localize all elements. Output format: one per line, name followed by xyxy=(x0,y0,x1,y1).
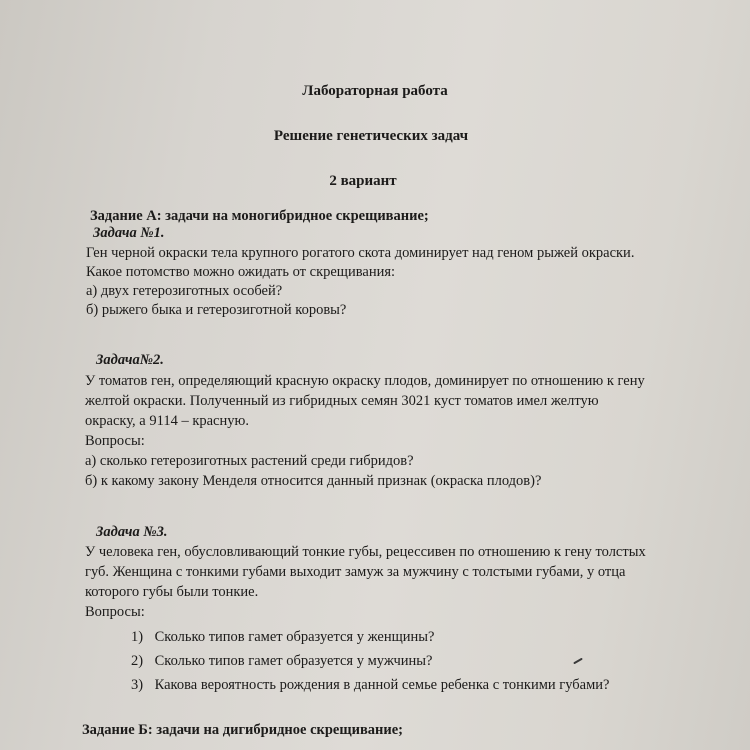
task-2-line: желтой окраски. Полученный из гибридных семян 3021 куст томатов имел желтую xyxy=(85,393,599,409)
question-text: Сколько типов гамет образуется у женщины? xyxy=(154,629,435,645)
task-2-line: окраску, а 9114 – красную. xyxy=(85,413,249,429)
task-1-line: Ген черной окраски тела крупного рогатого скота доминирует над геном рыжей окраски. xyxy=(86,245,635,261)
task-3-line: которого губы были тонкие. xyxy=(85,584,259,600)
document-title: Лабораторная работа xyxy=(302,83,448,99)
document-subtitle: Решение генетических задач xyxy=(273,128,469,144)
section-b-heading: Задание Б: задачи на дигибридное скрещивание; xyxy=(82,722,404,738)
question-text: Какова вероятность рождения в данной семье ребенка с тонкими губами? xyxy=(154,677,610,693)
task-2-title: Задача№2. xyxy=(96,352,164,368)
task-1-line: Какое потомство можно ожидать от скрещивания: xyxy=(86,264,396,280)
task-3-line: губ. Женщина с тонкими губами выходит замуж за мужчину с толстыми губами, у отца xyxy=(85,564,626,580)
question-number: 3) xyxy=(131,677,144,693)
task-1-title: Задача №1. xyxy=(93,225,165,241)
task-3-question xyxy=(131,677,609,694)
question-number: 2) xyxy=(131,653,144,669)
task-2-line: б) к какому закону Менделя относится данный признак (окраска плодов)? xyxy=(85,473,542,489)
task-3-question xyxy=(131,653,432,670)
section-a-heading: Задание А: задачи на моногибридное скрещивание; xyxy=(90,208,429,224)
question-text: Сколько типов гамет образуется у мужчины? xyxy=(154,653,433,669)
task-3-title: Задача №3. xyxy=(96,524,168,540)
task-2-line: Вопросы: xyxy=(85,433,145,449)
task-3-question xyxy=(131,629,434,646)
task-1-line: б) рыжего быка и гетерозиготной коровы? xyxy=(86,302,347,318)
variant-label: 2 вариант xyxy=(329,173,397,189)
task-1-line: а) двух гетерозиготных особей? xyxy=(86,283,283,299)
pen-mark-icon xyxy=(573,658,583,665)
task-3-line: У человека ген, обусловливающий тонкие губы, рецессивен по отношению к гену толстых xyxy=(85,544,646,560)
task-2-line: а) сколько гетерозиготных растений среди гибридов? xyxy=(85,453,414,469)
task-2-line: У томатов ген, определяющий красную окраску плодов, доминирует по отношению к гену xyxy=(85,373,645,389)
task-3-line: Вопросы: xyxy=(85,604,145,620)
question-number: 1) xyxy=(131,629,144,645)
